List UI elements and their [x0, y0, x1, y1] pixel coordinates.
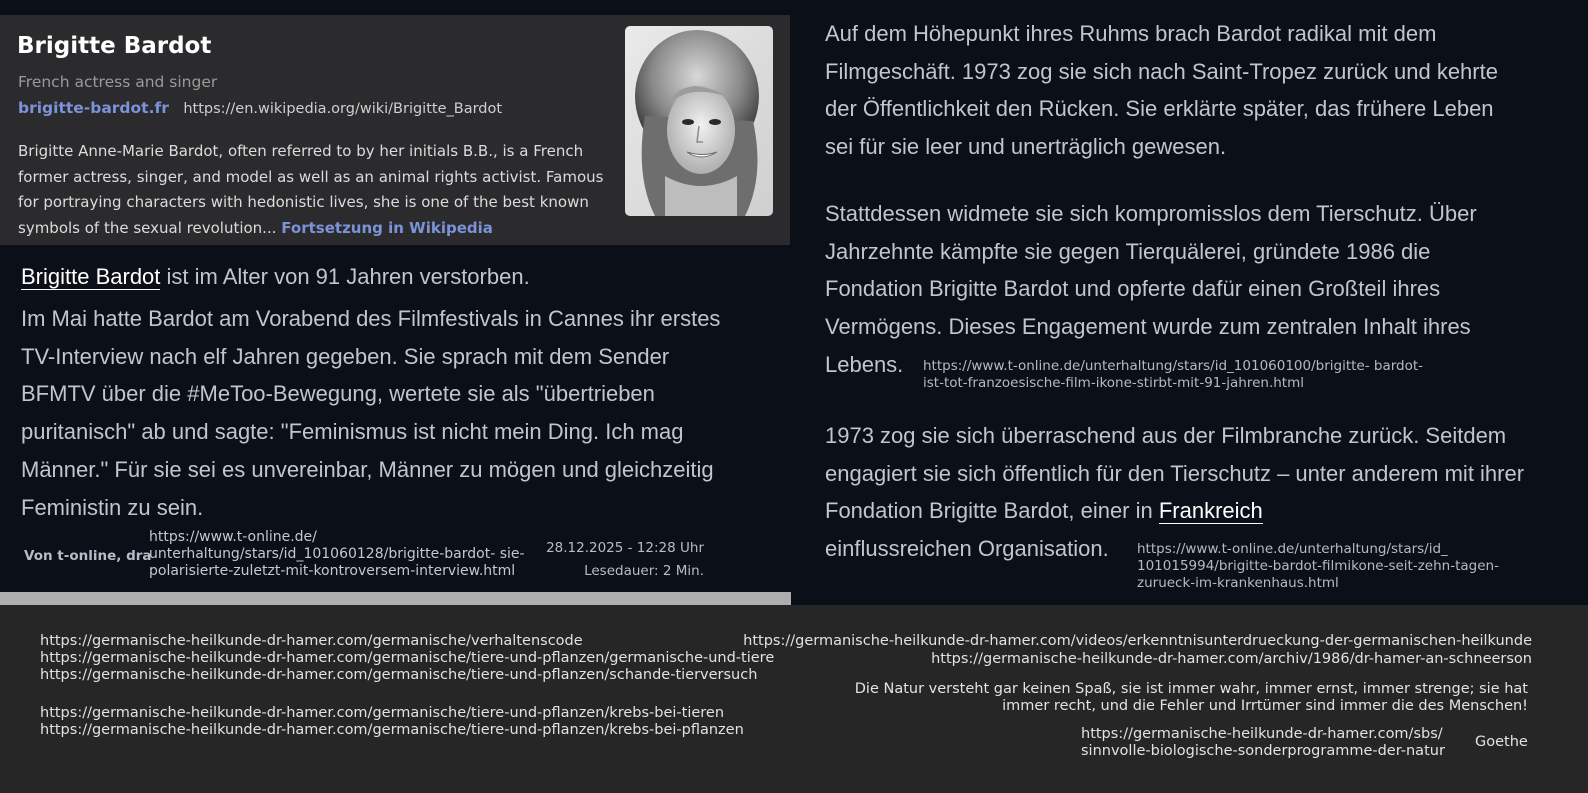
source-url-right-2[interactable]: https://www.t-online.de/unterhaltung/stars/id_ 101015994/brigitte-bardot-filmikone-seit-zehn-tagen- zurueck-im-krankenhaus.html — [1137, 541, 1499, 591]
article-right-para3 — [825, 417, 1525, 530]
quote-author: Goethe — [1475, 734, 1528, 750]
footer-link[interactable]: https://germanische-heilkunde-dr-hamer.com/germanische/tiere-und-pflanzen/krebs-bei-pflanzen — [40, 722, 744, 738]
source-url-right-1[interactable]: https://www.t-online.de/unterhaltung/stars/id_101060100/brigitte- bardot-ist-tot-franzoesische-film-ikone-stirbt-mit-91-jahren.html — [923, 358, 1424, 391]
portrait-image — [625, 26, 773, 216]
byline: Von t-online, dra — [24, 548, 152, 564]
bardot-link[interactable]: Brigitte Bardot — [21, 264, 161, 289]
article-right-para1: Auf dem Höhepunkt ihres Ruhms brach Bardot radikal mit dem Filmgeschäft. 1973 zog sie sich nach Saint-Tropez zurück und kehrte der Öffentlichkeit den Rücken. Sie erklärte später, das frühere Leben sei für sie leer und unerträglich gewesen. — [825, 21, 1498, 159]
article-right-para3-last: einflussreichen Organisation. — [825, 536, 1109, 561]
footer-link[interactable]: https://germanische-heilkunde-dr-hamer.com/germanische/tiere-und-pflanzen/krebs-bei-tieren — [40, 705, 725, 721]
article-right-para2-last: Lebens. — [825, 352, 904, 377]
footer-link[interactable]: https://germanische-heilkunde-dr-hamer.com/germanische/verhaltenscode — [40, 633, 583, 649]
lead-text: ist im Alter von 91 Jahren verstorben. — [160, 264, 530, 289]
para3-text: 1973 zog sie sich überraschend aus der Filmbranche zurück. Seitdem engagiert sie sich öffentlich für den Tierschutz – unter anderem mit ihrer Fondation Brigitte Bardot, einer in — [825, 423, 1525, 524]
kp-wiki-url[interactable]: https://en.wikipedia.org/wiki/Brigitte_Bardot — [183, 101, 503, 117]
kp-links — [18, 99, 502, 118]
kp-website-link[interactable]: brigitte-bardot.fr — [18, 99, 169, 117]
source-url-left[interactable]: https://www.t-online.de/ unterhaltung/stars/id_101060128/brigitte-bardot- sie-polarisierte-zuletzt-mit-kontroversem-interview.html — [149, 529, 525, 579]
footer-link-right[interactable]: https://germanische-heilkunde-dr-hamer.com/videos/erkenntnisunterdrueckung-der-germanischen-heilkunde — [743, 633, 1532, 649]
frankreich-link[interactable]: Frankreich — [1158, 498, 1263, 524]
footer-link-right[interactable]: https://germanische-heilkunde-dr-hamer.com/archiv/1986/dr-hamer-an-schneerson — [931, 651, 1532, 667]
divider-bar — [0, 592, 791, 605]
article-left — [21, 258, 721, 527]
article-left-body: Im Mai hatte Bardot am Vorabend des Filmfestivals in Cannes ihr erstes TV-Interview nach elf Jahren gegeben. Sie sprach mit dem Sender BFMTV über die #MeToo-Bewegung, wertete sie als "übertrieben puritanisch" ab und sagte: "Feminismus ist nicht mein Ding. Ich mag Männer." Für sie sei es unvereinbar, Männer zu mögen und gleichzeitig Feministin zu sein. — [21, 305, 721, 520]
article-left-lead — [21, 258, 721, 296]
article-meta — [540, 537, 704, 583]
publish-date: 28.12.2025 - 12:28 Uhr — [546, 540, 704, 556]
footer-link[interactable]: https://germanische-heilkunde-dr-hamer.com/germanische/tiere-und-pflanzen/schande-tierversuch — [40, 667, 758, 683]
kp-title: Brigitte Bardot — [17, 33, 212, 59]
goethe-quote: Die Natur versteht gar keinen Spaß, sie ist immer wahr, immer ernst, immer strenge; sie hat immer recht, und die Fehler und Irrtümer sind immer die des Menschen! — [854, 681, 1528, 714]
read-time: Lesedauer: 2 Min. — [584, 563, 704, 579]
kp-description — [18, 139, 608, 241]
quote-source-url[interactable]: https://germanische-heilkunde-dr-hamer.com/sbs/ sinnvolle-biologische-sonderprogramme-der-natur — [1081, 726, 1445, 759]
footer-link[interactable]: https://germanische-heilkunde-dr-hamer.com/germanische/tiere-und-pflanzen/germanische-und-tiere — [40, 650, 775, 666]
portrait-photo — [625, 26, 773, 216]
article-right-para2: Stattdessen widmete sie sich kompromisslos dem Tierschutz. Über Jahrzehnte kämpfte sie gegen Tierquälerei, gründete 1986 die Fondation Brigitte Bardot und opferte dafür einen Großteil ihres Vermögens. Dieses Engagement wurde zum zentralen Inhalt ihres — [825, 201, 1477, 339]
knowledge-panel — [0, 15, 790, 245]
kp-subtitle: French actress and singer — [18, 73, 218, 91]
footer — [0, 605, 1588, 793]
kp-more-link[interactable]: Fortsetzung in Wikipedia — [281, 218, 493, 237]
kp-description-text: Brigitte Anne-Marie Bardot, often referred to by her initials B.B., is a French former actress, singer, and model as well as an animal rights activist. Famous for portraying characters with hedonistic lives, she is one of the best known symbols of the sexual revolution... — [18, 142, 604, 237]
